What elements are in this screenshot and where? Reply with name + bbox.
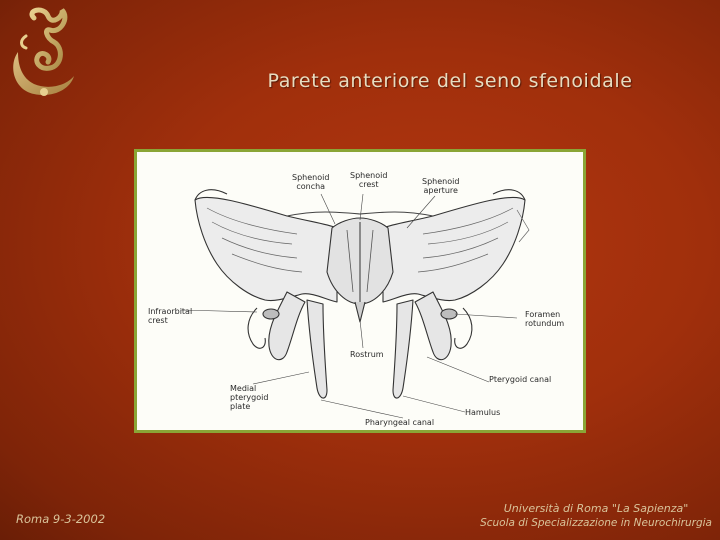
slide-title: Parete anteriore del seno sfenoidale	[267, 70, 633, 92]
label-medial-pterygoid-plate: Medial pterygoid plate	[230, 384, 269, 411]
anatomy-figure	[134, 149, 586, 433]
label-pharyngeal-canal: Pharyngeal canal	[365, 418, 435, 427]
label-sphenoid-concha: Sphenoid concha	[292, 173, 330, 191]
footer-date: Roma 9-3-2002	[16, 512, 106, 526]
label-rostrum: Rostrum	[350, 350, 384, 359]
label-pterygoid-canal: Pterygoid canal	[489, 375, 552, 384]
university-logo	[4, 6, 84, 104]
label-hamulus: Hamulus	[465, 408, 501, 417]
label-foramen-rotundum: Foramen rotundum	[525, 310, 565, 328]
label-infraorbital-crest: Infraorbital crest	[148, 307, 193, 325]
figure-canvas	[137, 152, 583, 430]
label-sphenoid-aperture: Sphenoid aperture	[422, 177, 460, 195]
footer-school: Scuola di Specializzazione in Neurochirurgia	[480, 517, 712, 529]
footer-institution-block	[480, 501, 712, 531]
sphenoid-bone-drawing	[137, 152, 583, 430]
footer-institution: Università di Roma "La Sapienza"	[503, 502, 689, 515]
label-sphenoid-crest: Sphenoid crest	[350, 171, 388, 189]
